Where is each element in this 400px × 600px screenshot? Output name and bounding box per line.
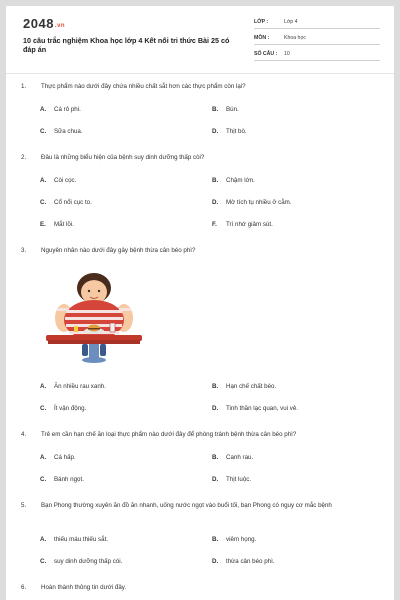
site-logo[interactable]: 2048.vn: [23, 16, 66, 31]
info-count-value: 10: [284, 51, 290, 57]
overweight-child-illustration: [40, 268, 148, 368]
info-class-value: Lớp 4: [284, 19, 298, 25]
info-class-label: LỚP :: [254, 19, 269, 25]
info-question-count: [254, 48, 380, 61]
header-divider: [6, 73, 394, 74]
info-subject-value: Khoa học: [284, 35, 306, 41]
info-class: [254, 16, 380, 29]
document-title: 10 câu trắc nghiệm Khoa học lớp 4 Kết nối tri thức Bài 25 có đáp án: [23, 36, 230, 54]
worksheet-page: 2048.vn 10 câu trắc nghiệm Khoa học lớp 4 Kết nối tri thức Bài 25 có đáp án LỚP : Lớp 4 MÔN : Khoa học SỐ CÂU : 10 1. Thực phẩm nào dưới đây chứa nhiều chất sắt hơn các thực phẩm còn lại? A. Cá rô phi. B. Bún. C. Sữa chua. D. Thịt bò. 2. Đâu là những biểu hiện của bệnh suy dinh dưỡng thấp còi? A. Còi cọc. B. Chậm lớn. C. Cổ nổi cục to. D. Mờ tích tụ nhiều ở cằm. E. Mắt lồi. F. Trí nhớ giảm sút. 3. Nguyên nhân nào dưới đây gây bệnh thừa cân béo phì? A. Ăn nhiều rau xanh. B. Hạn chế chất béo. C. Ít vận động. D. Tinh thần lạc quan, vui vẻ. 4. Trẻ em cần hạn chế ăn loại thực phẩm nào dưới đây để phòng tránh bệnh thừa cân béo phì? A. Cá hấp. B. Canh rau. C. Bánh ngọt. D. Thịt luộc. 5. Bạn Phong thường xuyên ăn đồ ăn nhanh, uống nước ngọt vào buổi tối, bạn Phong có nguy cơ mắc bệnh A. thiếu máu thiếu sắt. B. viêm họng. C. suy dinh dưỡng thấp còi. D. thừa cân béo phì. 6. Hoàn thành thông tin dưới đây.: [6, 6, 394, 600]
worksheet-header: [6, 6, 394, 68]
info-subject-label: MÔN :: [254, 35, 270, 41]
info-subject: [254, 32, 380, 45]
info-count-label: SỐ CÂU :: [254, 51, 278, 57]
